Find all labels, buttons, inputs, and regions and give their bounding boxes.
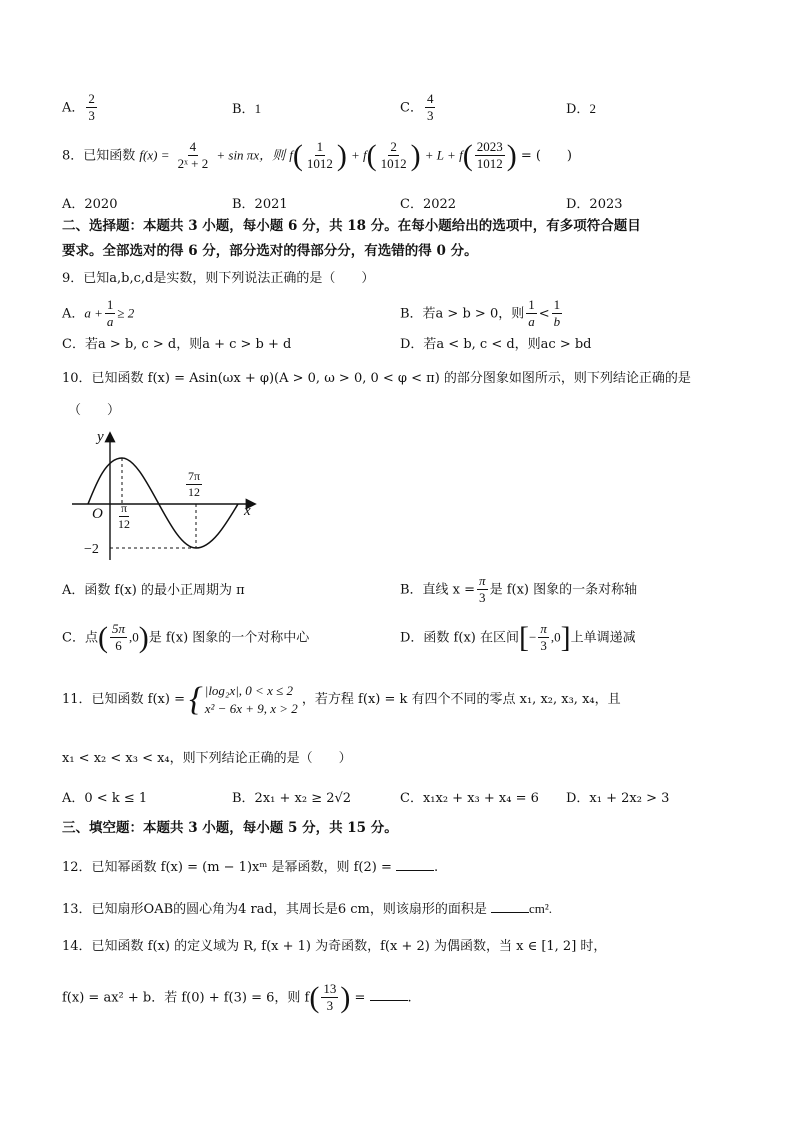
q8-stem: 8．已知函数 f(x) = $\frac{4}{\text{2ˣ + 2}}$ + sin πx，则 f( $\frac{1}{1012}$ ) + f( $\frac{2}{1012}$ ) + L + f( $\frac{2023}{1012}$ ) = ( ) — [62, 138, 572, 172]
q9-a-den: a — [106, 314, 114, 330]
q8-ellipsis: + L + f — [424, 147, 463, 163]
section3-title: 三、填空题：本题共 3 小题，每小题 5 分，共 15 分。 — [62, 820, 398, 836]
q10-b-num: π — [477, 574, 488, 590]
q10-d-num: π — [538, 622, 549, 638]
q14-blank[interactable] — [370, 988, 408, 1001]
q13-unit: cm². — [528, 901, 553, 916]
q13-blank[interactable] — [491, 900, 529, 913]
q9-b-label: B．若a > b > 0，则 — [400, 306, 525, 322]
q11-option-c: C．x₁x₂ + x₃ + x₄ = 6 — [400, 791, 539, 806]
q12 — [62, 858, 438, 874]
q8-option-b: B．2021 — [232, 197, 288, 212]
q9-option-a — [62, 298, 134, 330]
q7-d-label: D． — [566, 102, 590, 117]
q7-b-label: B． — [232, 102, 255, 117]
q8-f-lhs: f(x) = — [139, 147, 170, 163]
q9-option-d: D．若a < b, c < d，则ac > bd — [400, 337, 592, 352]
q11-case1: |log₂x|, 0 < x ≤ 2 — [204, 683, 293, 698]
q14-line2-pre: f(x) = ax² + b．若 f(0) + f(3) = 6，则 f — [62, 990, 310, 1006]
q12-blank[interactable] — [396, 858, 434, 871]
q9-b-num1: 1 — [526, 298, 537, 314]
q10-y-label: y — [97, 429, 104, 445]
q10-b-pre: B．直线 x = — [400, 582, 476, 598]
q7-a-num: 2 — [86, 92, 97, 108]
q8-t1-num: 1 — [315, 140, 326, 156]
q12-end: . — [433, 860, 439, 875]
q10-tick2 — [184, 470, 204, 499]
q10-d-tail: 上单调递减 — [570, 630, 636, 646]
q8-f1: f — [289, 147, 293, 163]
q11-case2: x² − 6x + 9, x > 2 — [204, 700, 298, 716]
q7-option-c — [400, 92, 437, 124]
q11-option-b: B．2x₁ + x₂ ≥ 2√2 — [232, 791, 352, 806]
q10-x-label: x — [244, 503, 251, 519]
section2-line2: 要求。全部选对的得 6 分，部分选对的得部分分，有选错的得 0 分。 — [62, 243, 478, 259]
q14-end: . — [407, 990, 412, 1006]
q8-option-c: C．2022 — [400, 197, 457, 212]
q11-line2: x₁ < x₂ < x₃ < x₄，则下列结论正确的是（ ） — [62, 751, 352, 766]
q9-a-expr1: a + — [84, 305, 103, 321]
q7-option-a — [62, 92, 99, 124]
q8-t3-den: 1012 — [476, 156, 503, 172]
q10-option-d: D．函数 f(x) 在区间[− $\frac{\pi}{3}$ ,0]上单调递减 — [400, 620, 636, 654]
q14-line1: 14．已知函数 f(x) 的定义域为 R, f(x + 1) 为奇函数，f(x + 2) 为偶函数，当 x ∈ [1, 2] 时， — [62, 939, 607, 954]
q8-tail: = ( ) — [520, 148, 572, 164]
q8-prefix: 8．已知函数 — [62, 148, 136, 164]
q10-tick2-den: 12 — [188, 485, 201, 500]
q12-text: 12．已知幂函数 f(x) = (m − 1)xᵐ 是幂函数，则 f(2) = — [62, 860, 392, 875]
q10-tick1-den: 12 — [118, 517, 130, 532]
q11-stem: 11．已知函数 f(x) = { |log₂x|, 0 < x ≤ 2 x² − 6x + 9, x > 2 ，若方程 f(x) = k 有四个不同的零点 x₁, x₂, x₃, x₄，且 — [62, 680, 621, 718]
q9-b-lt: < — [538, 306, 550, 322]
q13 — [62, 900, 552, 916]
q9-b-den1: a — [528, 314, 535, 330]
q7-a-label: A． — [62, 100, 85, 116]
q10-option-c: C．点( $\frac{5\pi}{6}$ ,0)是 f(x) 图象的一个对称中心 — [62, 620, 310, 654]
q8-option-a: A．2020 — [62, 197, 118, 212]
q9-option-c: C．若a > b, c > d，则a + c > b + d — [62, 337, 292, 352]
q10-c-den: 6 — [115, 638, 122, 654]
q10-min-label: −2 — [84, 542, 99, 557]
q10-option-b — [400, 574, 637, 606]
q10-option-a: A．函数 f(x) 的最小正周期为 π — [62, 583, 245, 598]
q7-option-b — [232, 102, 261, 116]
q8-t1-den: 1012 — [306, 156, 333, 172]
q14-line2: f(x) = ax² + b．若 f(0) + f(3) = 6，则 f( $\frac{13}{3}$ ) = . — [62, 980, 412, 1014]
q8-frac-den: 2ˣ + 2 — [177, 156, 209, 172]
q11-option-a: A．0 < k ≤ 1 — [62, 791, 148, 806]
section2-line1: 二、选择题：本题共 3 小题，每小题 6 分，共 18 分。在每小题给出的选项中，有多项符合题目 — [62, 218, 641, 234]
q10-d-pre: D．函数 f(x) 在区间 — [400, 630, 519, 646]
q8-option-d: D．2023 — [566, 197, 623, 212]
q7-c-label: C． — [400, 100, 423, 116]
q10-tick1 — [114, 502, 134, 531]
q10-tick1-num: π — [119, 502, 129, 517]
q7-c-num: 4 — [425, 92, 436, 108]
q9-a-num: 1 — [105, 298, 116, 314]
q10-tick2-num: 7π — [186, 470, 202, 485]
q10-paren: （ ） — [68, 403, 121, 418]
q13-text: 13．已知扇形OAB的圆心角为4 rad，其周长是6 cm，则该扇形的面积是 — [62, 902, 487, 917]
q8-plus-sin: + sin πx，则 — [216, 147, 286, 163]
q8-t2-den: 1012 — [380, 156, 407, 172]
q14-num: 13 — [321, 982, 338, 998]
q9-a-expr2: ≥ 2 — [117, 305, 135, 321]
q10-origin: O — [92, 506, 103, 522]
q10-c-tail: 是 f(x) 图象的一个对称中心 — [148, 630, 310, 646]
q14-den: 3 — [326, 998, 334, 1014]
q8-t3-num: 2023 — [475, 140, 505, 156]
q8-t2-num: 2 — [388, 140, 399, 156]
q10-b-den: 3 — [479, 590, 486, 606]
q9-b-num2: 1 — [552, 298, 563, 314]
q9-a-label: A． — [62, 306, 85, 322]
q10-c-num: 5π — [110, 622, 127, 638]
q7-c-den: 3 — [426, 108, 434, 124]
q11-stem-post: ，若方程 f(x) = k 有四个不同的零点 x₁, x₂, x₃, x₄，且 — [301, 692, 621, 708]
q10-stem: 10．已知函数 f(x) = Asin(ωx + φ)(A > 0, ω > 0, 0 < φ < π) 的部分图象如图所示，则下列结论正确的是 — [62, 371, 691, 386]
q10-c-pre: C．点 — [62, 630, 98, 646]
q11-stem-pre: 11．已知函数 f(x) = — [62, 692, 185, 708]
q10-b-post: 是 f(x) 图象的一条对称轴 — [489, 582, 638, 598]
q7-b-val: 1 — [254, 101, 262, 116]
q11-option-d: D．x₁ + 2x₂ > 3 — [566, 791, 670, 806]
q9-option-b — [400, 298, 564, 330]
q9-b-den2: b — [553, 314, 561, 330]
q7-d-val: 2 — [589, 101, 596, 116]
q7-a-den: 3 — [88, 108, 95, 124]
q10-d-den: 3 — [540, 638, 547, 654]
q10-c-post: ,0 — [128, 629, 139, 645]
q8-frac-num: 4 — [188, 140, 199, 156]
q9-stem: 9．已知a,b,c,d是实数，则下列说法正确的是（ ） — [62, 271, 375, 286]
q10-d-post: ,0 — [550, 629, 561, 645]
q14-line2-post: = — [354, 990, 366, 1006]
q7-option-d — [566, 102, 596, 116]
